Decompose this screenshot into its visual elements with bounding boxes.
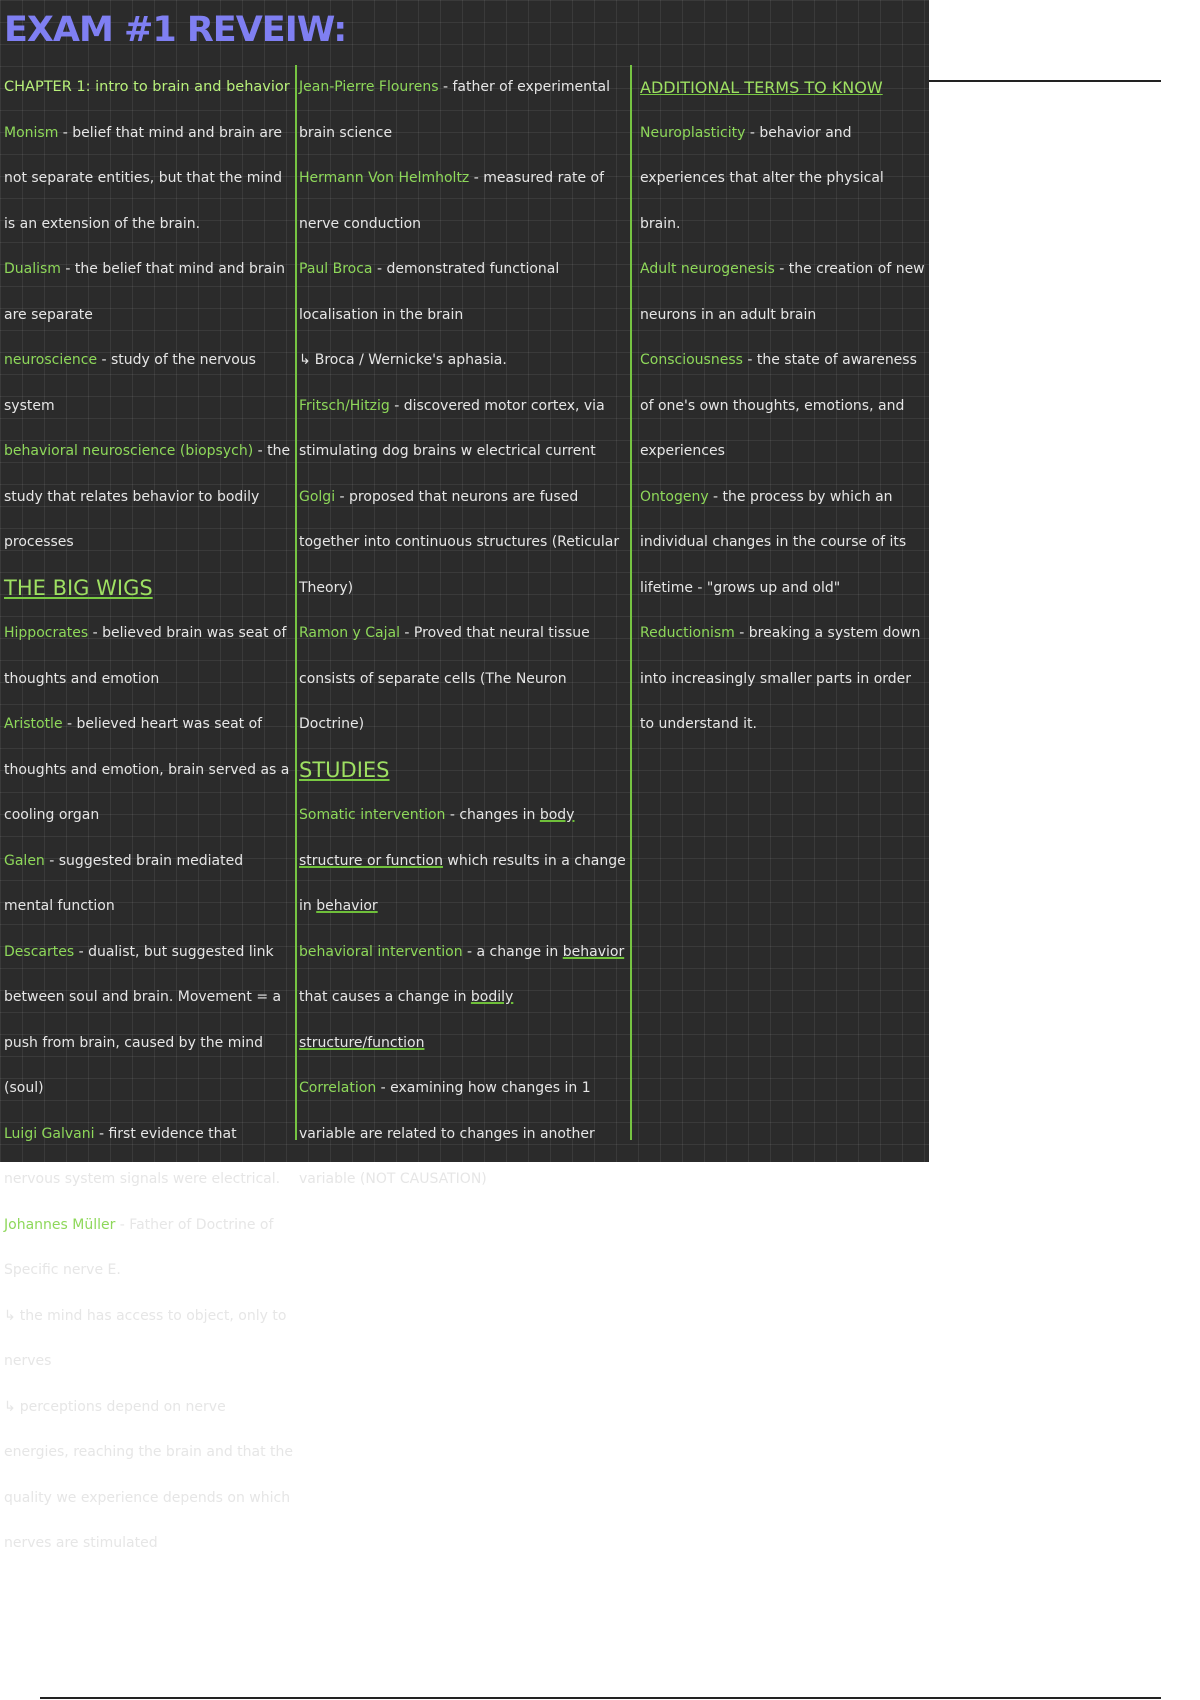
note-sub-point: [4, 1385, 294, 1567]
column-divider: [630, 65, 632, 1140]
term-label: Aristotle: [4, 716, 63, 732]
term-label: Hermann Von Helmholtz: [299, 170, 470, 186]
term-definition: - changes in: [445, 807, 540, 823]
term-definition: - dualist, but suggested link between soul and brain. Movement = a push from brain, caused by the mind (soul): [4, 943, 282, 1096]
term-definition: - breaking a system down into increasingly smaller parts in order to understand it.: [640, 625, 921, 732]
sub-point-text: perceptions depend on nerve energies, reaching the brain and that the quality we experience depends on which nerves are stimulated: [4, 1398, 294, 1551]
note-golgi: [299, 475, 629, 612]
note-flourens: [299, 65, 629, 156]
term-definition: - measured rate of nerve conduction: [299, 170, 605, 232]
arrow-hook-icon: ↳: [4, 1398, 16, 1415]
sub-point-text: Broca / Wernicke's aphasia.: [314, 352, 507, 368]
term-label: Luigi Galvani: [4, 1125, 95, 1142]
underlined-text: body structure or function: [299, 807, 575, 869]
term-label: Fritsch/Hitzig: [299, 397, 390, 414]
note-neuroscience: [4, 338, 294, 429]
chapter-heading: CHAPTER 1: intro to brain and behavior: [4, 79, 290, 95]
underlined-text: behavior: [562, 943, 625, 960]
note-hippocrates: [4, 611, 294, 702]
note-galvani: [4, 1112, 294, 1203]
footer-rule: [40, 1697, 1161, 1699]
term-definition: - the state of awareness of one's own thoughts, emotions, and experiences: [640, 352, 917, 459]
term-definition: - believed brain was seat of thoughts and emotion: [4, 625, 287, 687]
note-neuroplasticity: [640, 111, 926, 248]
term-label: Reductionism: [640, 625, 735, 641]
note-aristotle: [4, 702, 294, 839]
page-title: EXAM #1 REVEIW:: [4, 10, 347, 50]
term-label: Monism: [4, 124, 59, 141]
term-definition: - the belief that mind and brain are separate: [4, 261, 285, 323]
term-definition: - discovered motor cortex, via stimulating dog brains w electrical current: [299, 397, 605, 459]
term-label: Consciousness: [640, 352, 743, 368]
term-label: neuroscience: [4, 352, 98, 368]
note-muller: [4, 1203, 294, 1294]
term-label: Johannes Müller: [4, 1216, 116, 1233]
term-label: Adult neurogenesis: [640, 261, 775, 277]
note-helmholtz: [299, 156, 629, 247]
term-definition: - proposed that neurons are fused together into continuous structures (Reticular Theory): [299, 488, 620, 596]
note-consciousness: [640, 338, 926, 475]
note-descartes: [4, 930, 294, 1112]
term-definition: - first evidence that nervous system signals were electrical.: [4, 1125, 281, 1187]
note-sub-point: [299, 338, 629, 384]
term-definition: - Father of Doctrine of Specific nerve E.: [4, 1216, 274, 1278]
header-rule: [929, 80, 1161, 82]
column-divider: [295, 65, 297, 1140]
notes-column-2: [299, 65, 629, 1187]
term-definition: - the process by which an individual changes in the course of its lifetime - "grows up and old": [640, 488, 907, 596]
term-definition: - the creation of new neurons in an adult brain: [640, 261, 925, 323]
term-definition: - the study that relates behavior to bodily processes: [4, 443, 291, 550]
arrow-hook-icon: ↳: [299, 352, 311, 368]
note-dualism: [4, 247, 294, 338]
term-label: Somatic intervention: [299, 807, 446, 823]
term-definition: - suggested brain mediated mental function: [4, 852, 244, 914]
note-correlation: [299, 1066, 629, 1203]
note-galen: [4, 839, 294, 930]
note-behavioral-neuroscience: [4, 429, 294, 566]
term-definition: - a change in: [462, 943, 563, 960]
term-definition: that causes a change in: [299, 989, 471, 1005]
term-label: Descartes: [4, 943, 75, 960]
notes-column-1: [4, 65, 294, 1551]
note-adult-neurogenesis: [640, 247, 926, 338]
term-label: Ramon y Cajal: [299, 625, 400, 641]
term-label: Ontogeny: [640, 488, 709, 505]
note-reductionism: [640, 611, 926, 748]
note-sub-point: [4, 1294, 294, 1385]
term-label: behavioral neuroscience (biopsych): [4, 443, 254, 459]
term-definition: - study of the nervous system: [4, 352, 256, 414]
term-label: Dualism: [4, 261, 61, 277]
term-label: behavioral intervention: [299, 943, 463, 960]
term-definition: - behavior and experiences that alter the physical brain.: [640, 124, 884, 232]
notes-column-3: [640, 65, 926, 1142]
note-cajal: [299, 611, 629, 748]
arrow-hook-icon: ↳: [4, 1307, 16, 1324]
term-label: Golgi: [299, 488, 336, 505]
term-definition: - father of experimental brain science: [299, 79, 610, 141]
term-definition: - believed heart was seat of thoughts and emotion, brain served as a cooling organ: [4, 716, 290, 823]
term-label: Jean-Pierre Flourens: [299, 79, 439, 95]
section-heading-big-wigs: THE BIG WIGS: [4, 575, 153, 600]
underlined-text: bodily structure/function: [299, 989, 514, 1051]
term-definition: - belief that mind and brain are not separate entities, but that the mind is an extension of the brain.: [4, 124, 283, 232]
section-heading-additional-terms: ADDITIONAL TERMS TO KNOW: [640, 78, 883, 97]
term-definition: - Proved that neural tissue consists of separate cells (The Neuron Doctrine): [299, 625, 590, 732]
sub-point-text: the mind has access to object, only to nerves: [4, 1307, 287, 1369]
term-label: Hippocrates: [4, 625, 89, 641]
note-ontogeny: [640, 475, 926, 612]
note-somatic-intervention: [299, 793, 629, 930]
term-definition: - demonstrated functional localisation in the brain: [299, 261, 560, 323]
note-fritsch-hitzig: [299, 384, 629, 475]
term-label: Correlation: [299, 1080, 377, 1096]
term-label: Neuroplasticity: [640, 124, 746, 141]
section-heading-studies: STUDIES: [299, 757, 390, 782]
underlined-text: behavior: [316, 898, 378, 914]
term-definition: which results in a change in: [299, 852, 626, 914]
note-behavioral-intervention: [299, 930, 629, 1067]
term-label: Galen: [4, 852, 45, 869]
note-monism: [4, 111, 294, 248]
term-label: Paul Broca: [299, 261, 373, 277]
note-broca: [299, 247, 629, 338]
term-definition: - examining how changes in 1 variable are related to changes in another variable (NOT CAUSATION): [299, 1080, 595, 1187]
